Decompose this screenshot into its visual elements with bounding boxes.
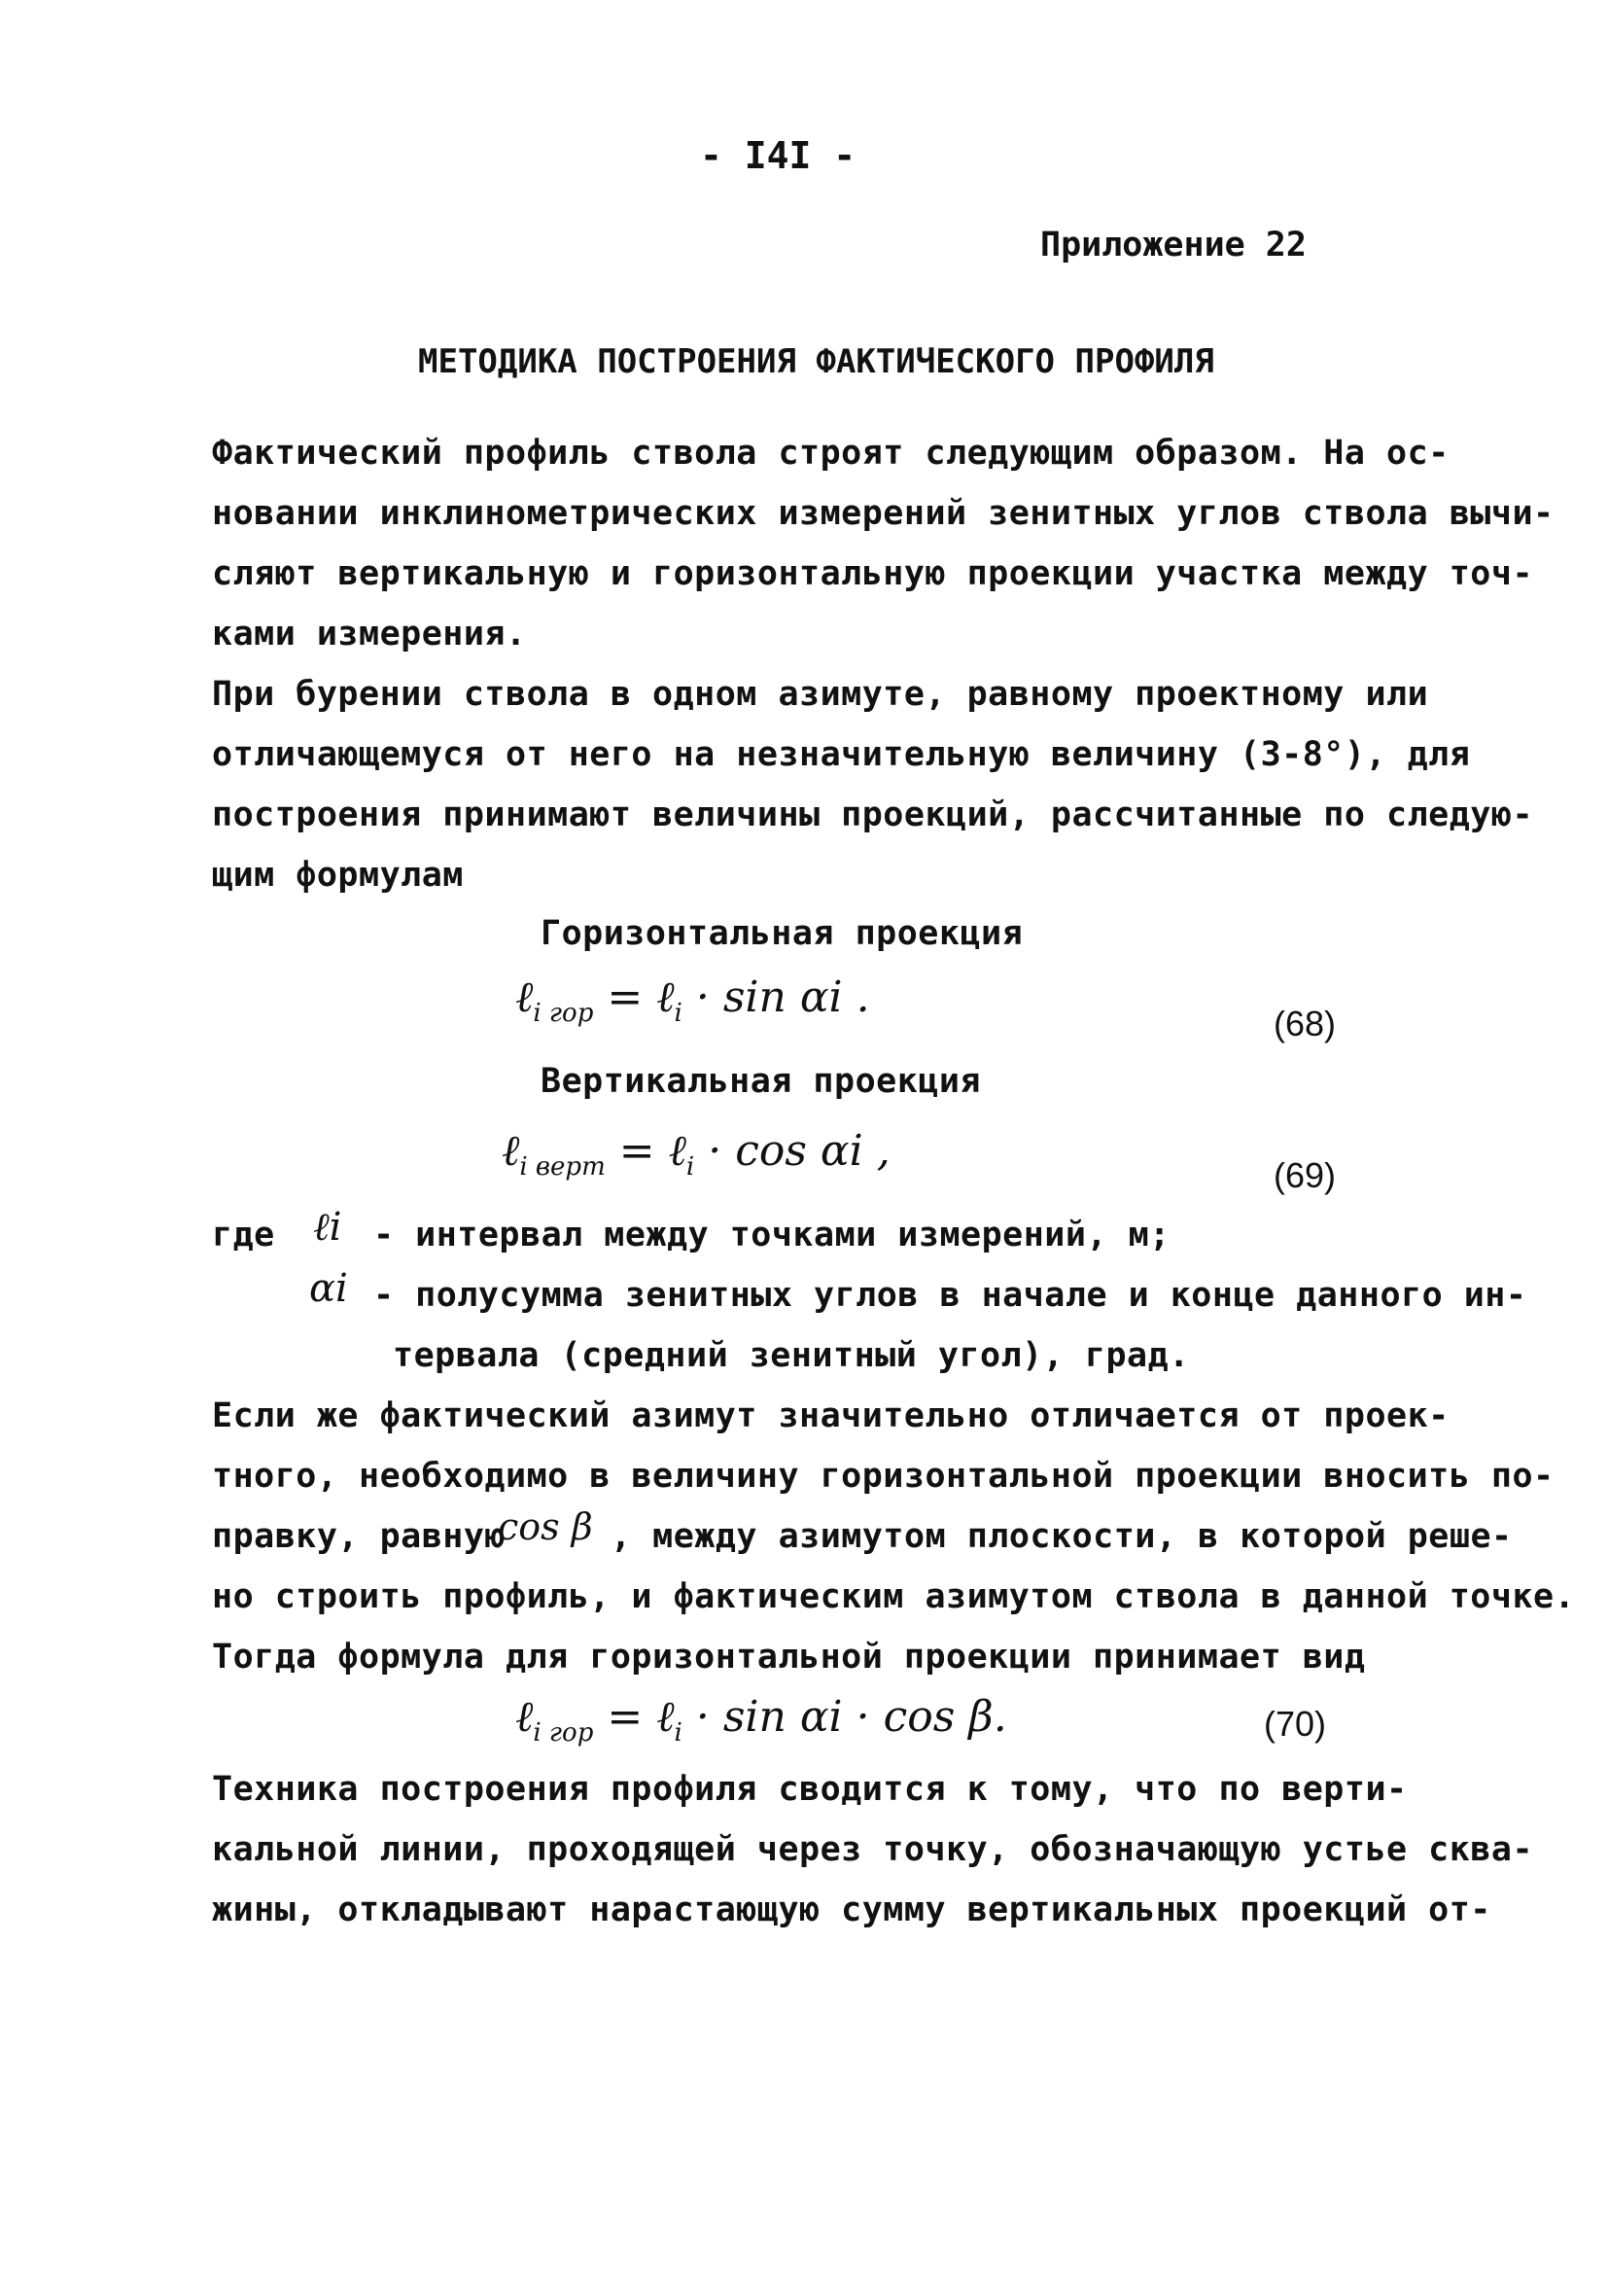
formula-68: ℓ$_{i гор}$ = ℓ$_i$ · sin αi .: [515, 972, 870, 1028]
text-line: При бурении ствола в одном азимуте, равному проектному или: [212, 675, 1429, 714]
li-symbol: ℓi: [313, 1205, 342, 1250]
section-title: МЕТОДИКА ПОСТРОЕНИЯ ФАКТИЧЕСКОГО ПРОФИЛЯ: [418, 342, 1214, 381]
text-line: жины, откладывают нарастающую сумму вертикальных проекций от-: [212, 1890, 1491, 1929]
text-line: тного, необходимо в величину горизонтальной проекции вносить по-: [212, 1457, 1555, 1496]
text-line: Если же фактический азимут значительно отличается от проек-: [212, 1396, 1450, 1435]
horizontal-projection-label: Горизонтальная проекция: [541, 914, 1024, 953]
ai-definition-1: - полусумма зенитных углов в начале и конце данного ин-: [373, 1276, 1527, 1315]
text-line: Техника построения профиля сводится к тому, что по верти-: [212, 1770, 1408, 1809]
equation-number-69: (69): [1274, 1155, 1337, 1195]
text-line: ками измерения.: [212, 615, 527, 653]
text-line: новании инклинометрических измерений зенитных углов ствола вычи-: [212, 494, 1555, 533]
formula-69: ℓ$_{i верт}$ = ℓ$_i$ · cos αi ,: [502, 1126, 891, 1182]
text-line: , между азимутом плоскости, в которой реше-: [611, 1517, 1513, 1556]
text-line: Фактический профиль ствола строят следующим образом. На ос-: [212, 434, 1450, 473]
text-line: кальной линии, проходящей через точку, обозначающую устье сква-: [212, 1830, 1534, 1869]
li-definition: - интервал между точками измерений, м;: [373, 1216, 1171, 1254]
equation-number-70: (70): [1264, 1704, 1327, 1744]
ai-symbol: αi: [309, 1266, 348, 1311]
text-line: отличающемуся от него на незначительную величину (3-8°), для: [212, 735, 1471, 774]
ai-definition-2: тервала (средний зенитный угол), град.: [393, 1336, 1190, 1375]
page-number: - I4I -: [700, 134, 856, 177]
text-line: сляют вертикальную и горизонтальную проекции участка между точ-: [212, 554, 1534, 593]
where-word: где: [212, 1216, 275, 1254]
text-line: щим формулам: [212, 856, 464, 895]
text-line: построения принимают величины проекций, рассчитанные по следую-: [212, 795, 1534, 834]
text-line: но строить профиль, и фактическим азимутом ствола в данной точке.: [212, 1577, 1576, 1616]
cos-beta-symbol: cos β: [498, 1505, 593, 1548]
formula-70: ℓ$_{i гор}$ = ℓ$_i$ · sin αi · cos β.: [515, 1692, 1007, 1748]
equation-number-68: (68): [1274, 1004, 1337, 1043]
text-line: Тогда формула для горизонтальной проекции принимает вид: [212, 1638, 1366, 1677]
text-line: правку, равную: [212, 1517, 507, 1556]
appendix-label: Приложение 22: [1040, 226, 1307, 265]
vertical-projection-label: Вертикальная проекция: [541, 1062, 982, 1101]
